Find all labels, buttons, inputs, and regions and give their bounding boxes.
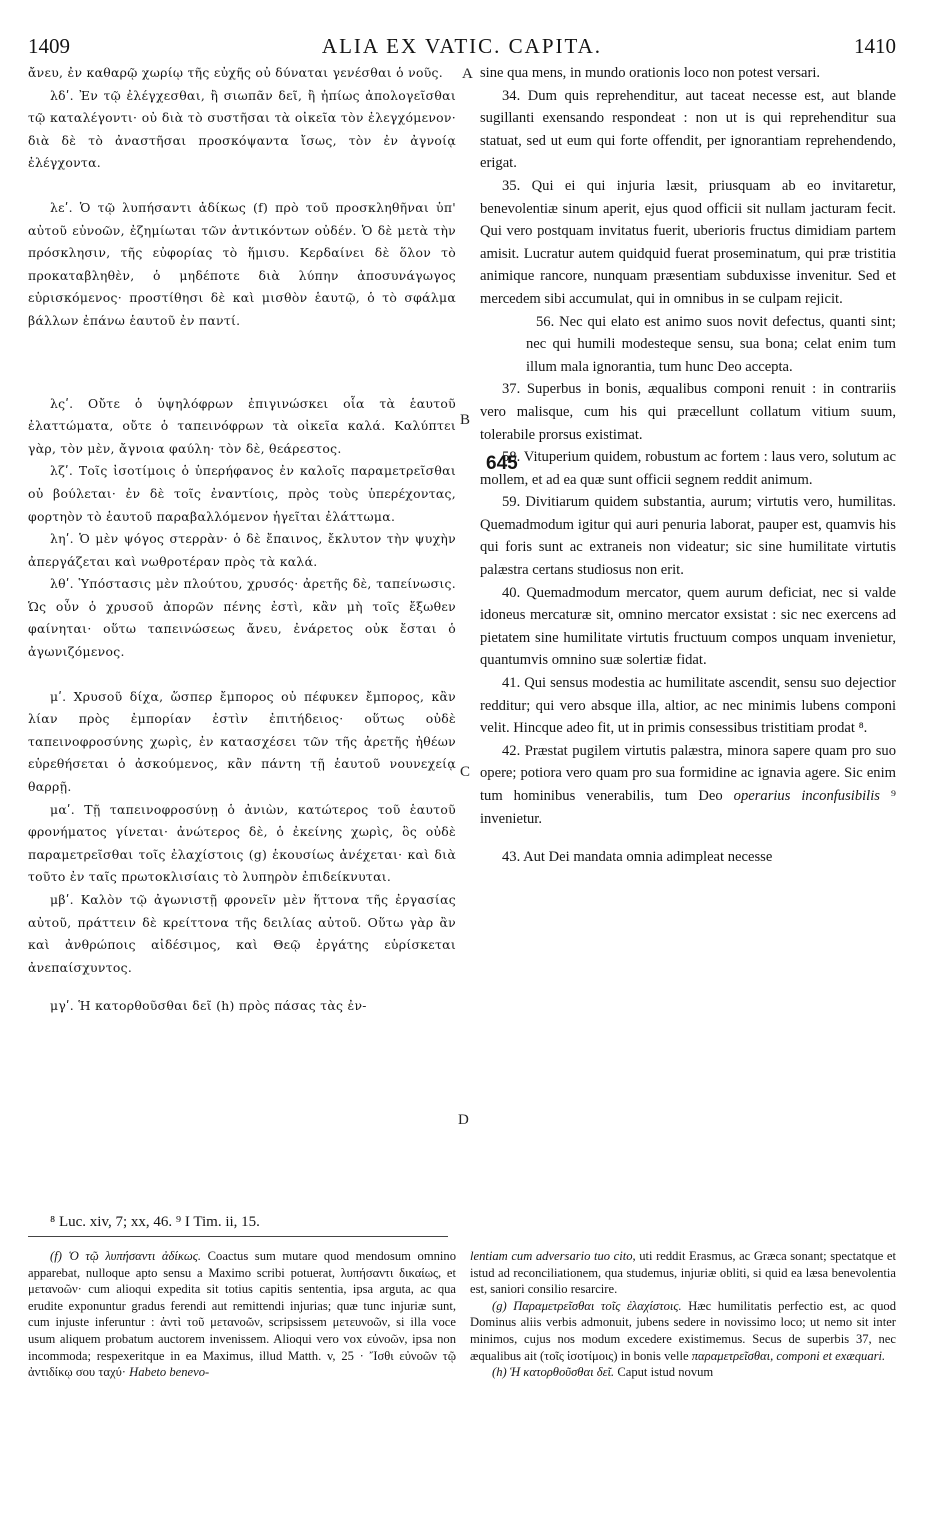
footnote-g (470, 1298, 896, 1364)
footnote-g-body: Hæc humilitatis perfectio est, ac quod Dominus aliis verbis admonuit, jubens sedere in novissimo loco; ut nemo sit inter minimos, cujus nos modum excedere existimemus. Secus de superbis 37, nec æqualibus ait (τοῖς ἰσοτίμοις) in bonis velle (470, 1298, 896, 1363)
latin-paragraph-39: 59. Divitiarum quidem substantia, aurum; virtutis vero, humilitas. Quemadmodum igitur qui auri penuria laborat, pauper est, quamvis his qui foris sunt ac extraneis non videatur; sic sine humilitate virtutis palæstra certans studiosus non erit. (480, 494, 896, 579)
latin-p42-end: ⁹ invenietur. (480, 788, 896, 827)
latin-paragraph-40: 40. Quemadmodum mercator, quem aurum deficiat, nec si valde idoneus mercaturæ sit, omnino mercator exsistat : sic nec exercens ad pietatem sine humilitate virtutis fructuum compos unquam invenietur, quantumvis omnino suæ solertiæ fidat. (480, 584, 896, 669)
scripture-references: ⁸ Luc. xiv, 7; xx, 46. ⁹ I Tim. ii, 15. (50, 1214, 260, 1230)
greek-paragraph-43: μγʹ. Ἡ κατορθοῦσθαι δεῖ (h) πρὸς πάσας τὰς ἐν- (50, 998, 367, 1014)
greek-paragraph-40: μʹ. Χρυσοῦ δίχα, ὥσπερ ἔμπορος οὐ πέφυκεν ἔμπορος, κἂν λίαν πρὸς ἐμπορίαν ἐστὶν ἐπιτήδειος· οὕτως οὐδὲ ταπεινοφροσύνης χωρὶς, ἐν κατασχέσει τῶν τῆς ἀρετῆς ἠθέων εὑρεθήσεται ὁ ἀσκούμενος, κἂν πάντη τῇ ἑαυτοῦ νουνεχείᾳ θαρρῇ. (28, 688, 456, 795)
latin-p42-italic: operarius inconfusibilis (733, 788, 880, 804)
latin-paragraph-35: 35. Qui ei qui injuria læsit, priusquam ab eo invitaretur, benevolentiæ sinum aperit, ejus quod officii sit nullam jacturam fecit. Qui vero postquam invitatus fuerit, uberioris fructus dimidiam partem amisit. Lucratur autem quidquid fuerat proseminatum, qui præ tristitia animique rancore, nunquam præsentiam subduxisse invenitur. Sed et mercedem sibi accumulat, qui in omnibus in se culpam rejicit. (480, 177, 896, 307)
footnote-h-head: (h) Ἡ κατορθοῦσθαι δεῖ. (492, 1365, 615, 1380)
latin-paragraph-41: 41. Qui sensus modestia ac humilitate ascendit, sensu suo dejectior redditur; qui vero absque illa, altior, ac nec minimis lubens componi velit. Hincque adeo fit, ut in primis consessibus tristitiam prodat ⁸. (480, 675, 896, 737)
footnote-g-head: (g) Παραμετρεῖσθαι τοῖς ἐλαχίστοις. (492, 1298, 682, 1313)
footnote-f-head: (f) Ὁ τῷ λυπήσαντι ἀδίκως. (50, 1249, 202, 1263)
footnote-f-cont (470, 1248, 896, 1298)
margin-letter-c: C (460, 764, 471, 780)
latin-paragraph-33-end: sine qua mens, in mundo orationis loco non potest versari. (480, 65, 821, 81)
running-header (28, 34, 896, 60)
page-number-left: 1409 (28, 34, 70, 58)
footnote-f (28, 1248, 456, 1381)
footnotes-left (28, 1248, 456, 1381)
greek-paragraph-35: λεʹ. Ὁ τῷ λυπήσαντι ἀδίκως (f) πρὸ τοῦ προσκληθῆναι ὑπ' αὐτοῦ εὐνοῶν, ἐζημίωται τῶν ἀντικόντων οὐδέν. Ὁ δὲ μετὰ τὴν πρόσκλησιν, τῆς εὐφορίας τὸ ἥμισυ. Κερδαίνει δὲ ὅλον τὸ προκαταβληθὲν, ὁ μηδέποτε διὰ λύπην ἀποσυνάγωγος εὑρισκόμενος· προστίθησι δὲ καὶ μισθὸν ἑαυτῷ, ὁ τὸ σφάλμα βάλλων ἐπάνω ἑαυτοῦ ἐν παντί. (28, 199, 456, 328)
latin-paragraph-38: 58. Vituperium quidem, robustum ac fortem : laus vero, solutum ac mollem, et ad ea quæ sunt officii segnem reddit animum. (480, 449, 896, 488)
footnote-f-cont-italic: lentiam cum adversario tuo cito (470, 1249, 633, 1263)
running-head-title: ALIA EX VATIC. CAPITA. (321, 34, 603, 58)
latin-paragraph-43: 43. Aut Dei mandata omnia adimpleat necesse (502, 849, 773, 866)
latin-paragraph-34: 34. Dum quis reprehenditur, aut taceat necesse est, aut blande sugillanti exensando respondeat : non ut is qui reprehenditur sua statuat, sed ut eum qui forte offendit, per ignorantiam reprehendendo, erigat. (480, 87, 896, 172)
latin-paragraph-37: 37. Superbus in bonis, æqualibus componi renuit : in contrariis vero malisque, cum his qui præcellunt collatum vitium suum, tolerabile prorsus existimat. (480, 381, 896, 443)
footnotes-right (470, 1248, 896, 1381)
greek-paragraph-37: λζʹ. Τοῖς ἰσοτίμοις ὁ ὑπερήφανος ἐν καλοῖς παραμετρεῖσθαι οὐ βούλεται· ἐν δὲ τοῖς ἐναντίοις, πρὸς τοὺς ὑπερέχοντας, φορτηὸν τὸ ἑαυτοῦ παραβαλλόμενον ἡγεῖται ἐλάττωμα. (28, 463, 456, 524)
footnote-f-cont-text: , uti reddit Erasmus, ac Græca sonant; spectatque et istud ad reconciliationem, qua studemus, injuriæ obliti, si quid ea læsa benevolentia est, saniori consilio resarcire. (470, 1249, 896, 1297)
footnote-divider (28, 1236, 448, 1237)
footnote-h-body: Caput istud novum (614, 1365, 714, 1380)
page-number-right: 1410 (854, 34, 896, 58)
footnote-f-body: Coactus sum mutare quod mendosum omnino apparebat, nulloque apto sensu a Maximo scribi potuerat, λυπήσαντι δικαίως, et μετανοῶν· cum alioqui expedita sit totius capitis sententia, ipsa arguta, ac qua erudite exponuntur gradus ferendi aut remittendi injurias; quæ tunc injuriæ sunt, cum injuste inferuntur : ἀντὶ τοῦ μετανοῶν, scripsissem μετευνοῶν, si illa voce usum aliquem probatum auctorem invenissem. Alioqui vero vox εὐνοῶν, ipsa non incommoda; respexeritque in ea Maximus, illud Matth. v, 25 · Ἴσθι εὐνοῶν τῷ ἀντιδίκῳ σου ταχύ· (28, 1249, 456, 1380)
margin-letter-b: B (460, 412, 471, 428)
latin-p42-text: 42. Præstat pugilem virtutis palæstra, minora sapere quam pro suo opere; potiora vero quam pro sua formidine ac ignavia agere. Sic enim tum hominibus venerabilis, tum Deo (480, 742, 896, 804)
greek-column (28, 62, 456, 1018)
column-number: 645 (486, 453, 518, 474)
greek-paragraph-39: λθʹ. Ὑπόστασις μὲν πλούτου, χρυσός· ἀρετῆς δὲ, ταπείνωσις. Ὡς οὖν ὁ χρυσοῦ ἀπορῶν πένης ἐστὶ, κἂν μὴ τοῖς ἔξωθεν φαίνηται· οὕτω ταπεινώσεως ἄνευ, ἐνάρετος οὐκ ἔσται ὁ ἀγωνιζόμενος. (28, 576, 456, 660)
greek-paragraph-33-end: ἄνευ, ἐν καθαρῷ χωρίῳ τῆς εὐχῆς οὐ δύναται γενέσθαι ὁ νοῦς. (28, 65, 444, 80)
greek-paragraph-41: μαʹ. Τῇ ταπεινοφροσύνῃ ὁ ἀνιὼν, κατώτερος τοῦ ἑαυτοῦ φρονήματος γίνεται· ἀνώτερος δὲ, ὁ ἐκείνης χωρὶς, ὃς οὐδὲ παραμετρεῖσθαι τοῖς ἐλαχίστοις (g) ἑκουσίως ἀνέχεται· καὶ διὰ τοῦτο ἐν ταῖς πρωτοκλισίαις τὸ λυπηρὸν ἐπιδείκνυται. (28, 801, 456, 885)
greek-paragraph-34: λδʹ. Ἐν τῷ ἐλέγχεσθαι, ἢ σιωπᾶν δεῖ, ἢ ἠπίως ἀπολογεῖσθαι τῷ καταλέγοντι· οὐ διὰ τὸ συστῆσαι τὰ οἰκεῖα τὸν ἐλεγχόμενον· διὰ δὲ τὸ ἀναστῆσαι προσκόψαντα ἴσως, τὸν ἐν ἀγνοίᾳ ἐλέγχοντα. (28, 87, 456, 171)
margin-letter-a: A (462, 66, 473, 82)
footnote-h (470, 1364, 896, 1381)
footnote-f-italic: Habeto benevo- (129, 1365, 210, 1380)
greek-paragraph-38: ληʹ. Ὁ μὲν ψόγος στερρὰν· ὁ δὲ ἔπαινος, ἔκλυτον τὴν ψυχὴν ἀπεργάζεται καὶ νωθροτέραν πρὸς τὰ καλά. (28, 531, 456, 569)
margin-letter-d: D (458, 1112, 469, 1128)
greek-paragraph-42: μβʹ. Καλὸν τῷ ἀγωνιστῇ φρονεῖν μὲν ἥττονα τῆς ἐργασίας αὐτοῦ, πράττειν δὲ κρείττονα τῆς δειλίας αὐτοῦ. Οὕτω γὰρ ἂν καὶ ἀνθρώποις αἰδέσιμος, καὶ Θεῷ ἐργάτης εὑρίσκεται ἀνεπαίσχυντος. (28, 892, 456, 975)
greek-paragraph-36: λςʹ. Οὔτε ὁ ὑψηλόφρων ἐπιγινώσκει οἷα τὰ ἑαυτοῦ ἐλαττώματα, οὔτε ὁ ταπεινόφρων τὰ οἰκεῖα καλά. Καλύπτει γὰρ, τὸν μὲν, ἄγνοια φαύλη· τὸν δὲ, θεάρεστος. (28, 395, 456, 456)
latin-paragraph-42 (480, 740, 896, 830)
latin-paragraph-36: 56. Nec qui elato est animo suos novit defectus, quanti sint; nec qui humili modesteque sensu, sua bona; celat enim tum illum mala ignorantia, tum hunc Deo accepta. (526, 313, 896, 375)
footnote-g-italic: παραμετρεῖσθαι, componi et exæquari. (691, 1348, 886, 1363)
latin-column (480, 62, 896, 869)
